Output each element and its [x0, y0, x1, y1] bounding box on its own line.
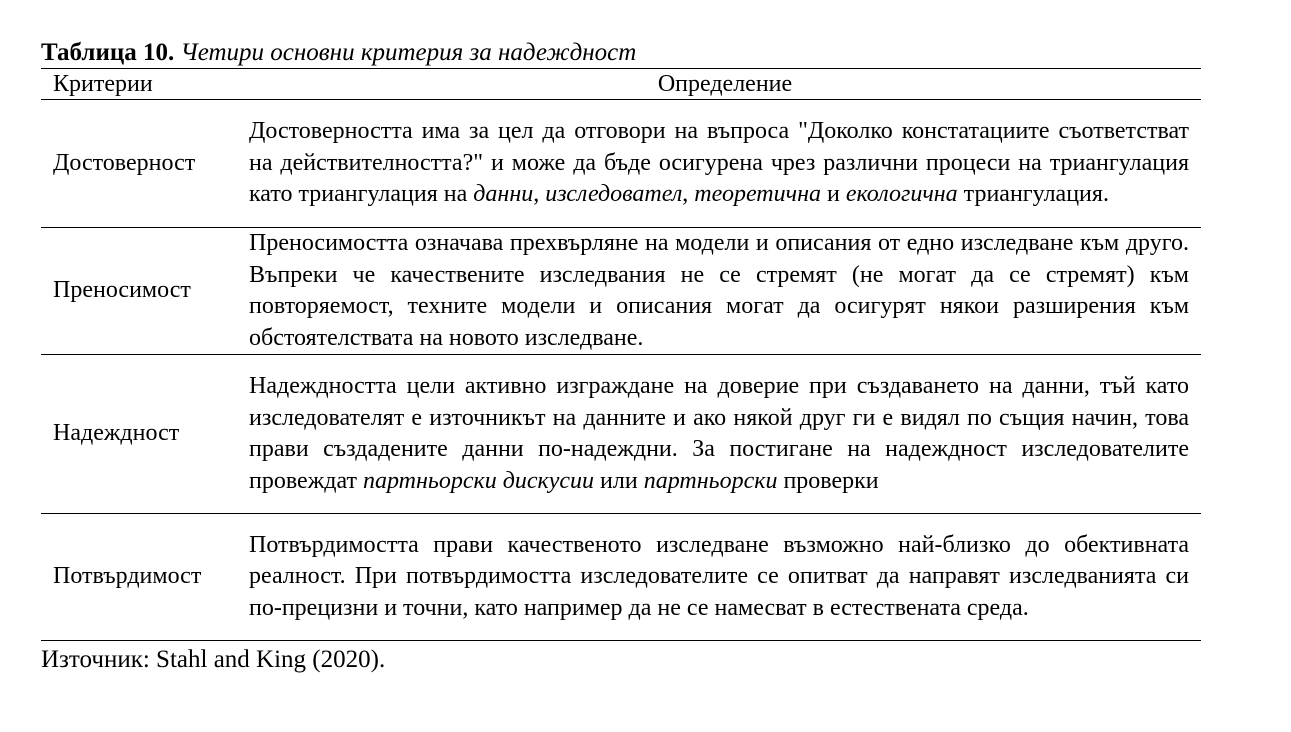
definition-text: триангулация.	[957, 181, 1109, 208]
definition-text: или	[594, 467, 644, 494]
definition-text-italic: екологична	[845, 181, 958, 208]
column-header-definition: Определение	[249, 69, 1201, 100]
table-header-row	[41, 69, 1201, 100]
definition-text: Потвърдимостта прави качественото изследване възможно най-близко до обективната реалност. При потвърдимостта изследователите се опитват да направят изследванията си по-прецизни и точни, като например да не се намесват в естествената среда.	[249, 531, 1189, 621]
definition-text: Надеждността цели активно изграждане на доверие при създаването на данни, тъй като изследователят е източникът на данните и ако някой друг ги е видял по същия начин, това прави създадените данни по-надеждни. За постигане на надеждност изследователите провеждат	[249, 373, 1189, 494]
criterion-cell: Потвърдимост	[41, 514, 249, 641]
table-row	[41, 100, 1201, 228]
definition-cell	[249, 514, 1201, 641]
definition-text: ,	[682, 181, 695, 208]
criterion-cell: Преносимост	[41, 228, 249, 355]
definition-text: ,	[533, 181, 546, 208]
criteria-table	[41, 68, 1201, 641]
definition-text: Преносимостта означава прехвърляне на модели и описания от едно изследване към друго. Въпреки че качествените изследвания не се стремят (не могат да се стремят) към повторяемост, техните модели и описания могат да осигурят някои разширения към обстоятелствата на новото изследване.	[249, 230, 1189, 351]
definition-text: и	[820, 181, 846, 208]
definition-text: проверки	[777, 467, 879, 494]
criterion-cell: Надеждност	[41, 355, 249, 514]
definition-cell	[249, 355, 1201, 514]
definition-cell	[249, 228, 1201, 355]
definition-text-italic: партньорски дискусии	[363, 467, 595, 494]
column-header-criteria: Критерии	[41, 69, 249, 100]
table-row	[41, 514, 1201, 641]
table-caption-label: Таблица 10.	[41, 39, 175, 66]
definition-text: Достоверността има за цел да отговори на въпроса "Доколко констатациите съответстват на действителността?" и може да бъде осигурена чрез различни процеси на триангулация като триангулация на	[249, 118, 1189, 208]
document	[41, 38, 1201, 675]
definition-text-italic: теоретична	[694, 181, 821, 208]
table-row	[41, 228, 1201, 355]
definition-text-italic: партньорски	[643, 467, 778, 494]
definition-text-italic: данни	[473, 181, 534, 208]
definition-cell	[249, 100, 1201, 228]
table-caption-title: Четири основни критерия за надеждност	[180, 39, 637, 66]
table-row	[41, 355, 1201, 514]
source-note: Източник: Stahl and King (2020).	[41, 646, 386, 673]
definition-text-italic: изследовател	[545, 181, 683, 208]
criterion-cell: Достоверност	[41, 100, 249, 228]
table-caption	[41, 38, 1201, 68]
